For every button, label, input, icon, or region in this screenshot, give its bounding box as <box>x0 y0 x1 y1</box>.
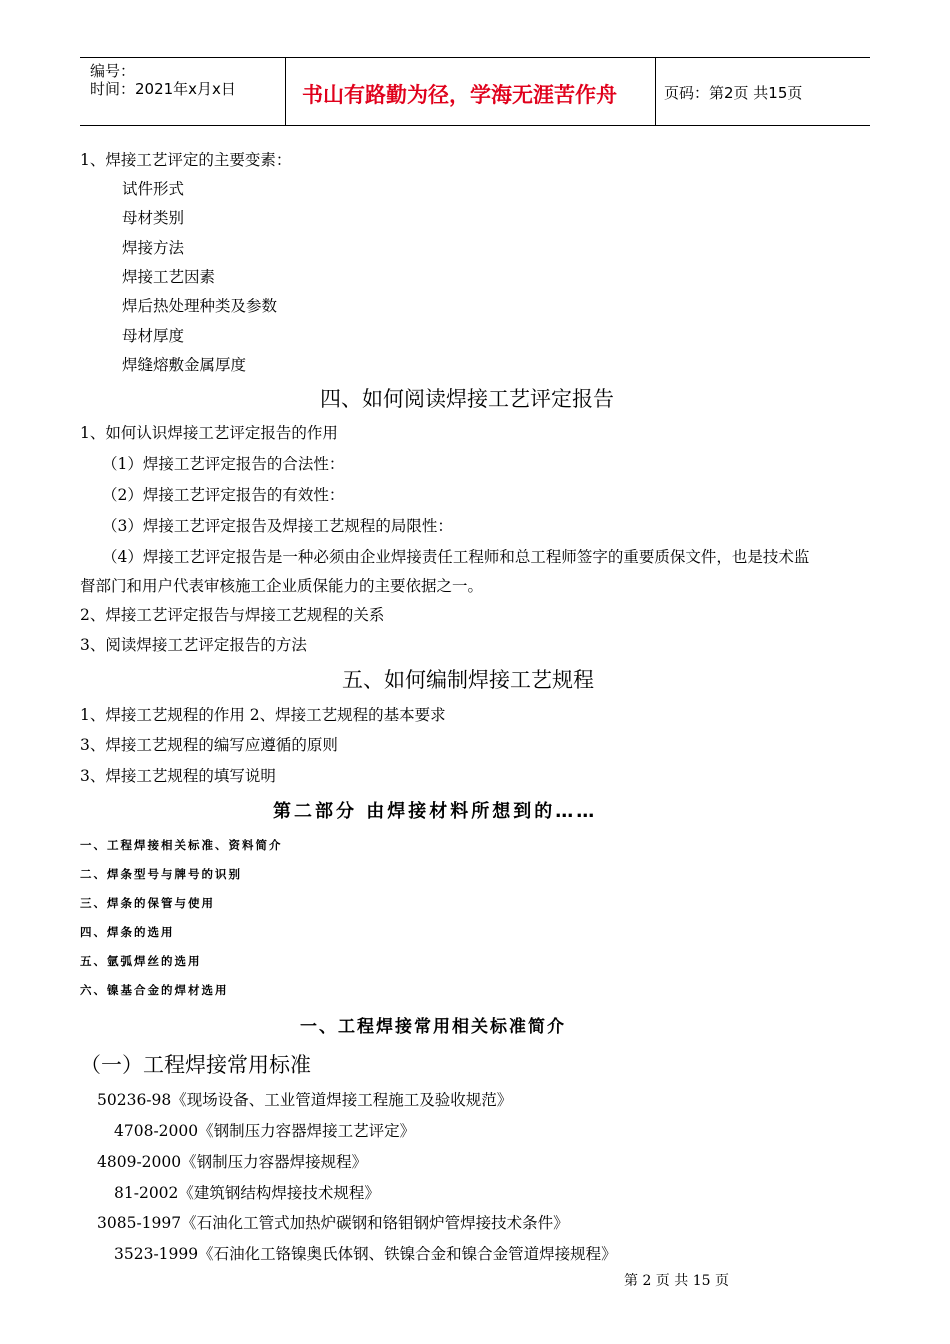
standard-item: 50236-98《现场设备、工业管道焊接工程施工及验收规范》 <box>97 1091 513 1109</box>
toc-item: 五、氩弧焊丝的选用 <box>80 954 202 968</box>
standards-heading: 一、工程焊接常用相关标准简介 <box>300 1017 566 1037</box>
toc-item: 六、镍基合金的焊材选用 <box>80 983 229 997</box>
section4-sub3: （3）焊接工艺评定报告及焊接工艺规程的局限性： <box>102 517 453 535</box>
toc-item: 四、焊条的选用 <box>80 925 175 939</box>
variable-item: 母材厚度 <box>122 327 185 345</box>
section4-item3: 3、阅读焊接工艺评定报告的方法 <box>80 636 307 654</box>
section5-line3: 3、焊接工艺规程的填写说明 <box>80 767 276 785</box>
header-page-info: 页码：第2页 共15页 <box>664 84 803 102</box>
variables-title: 1、焊接工艺评定的主要变素： <box>80 151 292 169</box>
section4-sub4-line2: 督部门和用户代表审核施工企业质保能力的主要依据之一。 <box>80 577 484 595</box>
section4-sub4-line1: （4）焊接工艺评定报告是一种必须由企业焊接责任工程师和总工程师签字的重要质保文件，也是技术监 <box>102 548 810 566</box>
header-number-label: 编号： <box>90 62 136 80</box>
section4-heading: 四、如何阅读焊接工艺评定报告 <box>320 387 614 411</box>
standard-item: 4809-2000《钢制压力容器焊接规程》 <box>97 1153 368 1171</box>
page-footer: 第 2 页 共 15 页 <box>624 1273 729 1289</box>
section4-item2: 2、焊接工艺评定报告与焊接工艺规程的关系 <box>80 606 385 624</box>
section5-line2: 3、焊接工艺规程的编写应遵循的原则 <box>80 736 338 754</box>
variable-item: 焊接方法 <box>122 239 185 257</box>
section5-heading: 五、如何编制焊接工艺规程 <box>342 668 594 692</box>
part2-heading: 第二部分 由焊接材料所想到的…… <box>273 801 598 822</box>
section4-sub1: （1）焊接工艺评定报告的合法性： <box>102 455 345 473</box>
section5-line1: 1、焊接工艺规程的作用 2、焊接工艺规程的基本要求 <box>80 706 446 724</box>
standard-item: 81-2002《建筑钢结构焊接技术规程》 <box>114 1184 380 1202</box>
toc-item: 一、工程焊接相关标准、资料简介 <box>80 838 283 852</box>
toc-item: 三、焊条的保管与使用 <box>80 896 215 910</box>
standard-item: 3085-1997《石油化工管式加热炉碳钢和铬钼钢炉管焊接技术条件》 <box>97 1214 569 1232</box>
variable-item: 试件形式 <box>122 180 185 198</box>
variable-item: 焊接工艺因素 <box>122 268 216 286</box>
header-divider-left <box>285 57 286 125</box>
standards-subheading: （一）工程焊接常用标准 <box>80 1053 311 1077</box>
standard-item: 4708-2000《钢制压力容器焊接工艺评定》 <box>114 1122 416 1140</box>
header-motto: 书山有路勤为径，学海无涯苦作舟 <box>302 83 617 107</box>
toc-item: 二、焊条型号与牌号的识别 <box>80 867 242 881</box>
variable-item: 焊后热处理种类及参数 <box>122 297 278 315</box>
standard-item: 3523-1999《石油化工铬镍奥氏体钢、铁镍合金和镍合金管道焊接规程》 <box>114 1245 617 1263</box>
variable-item: 母材类别 <box>122 209 185 227</box>
variable-item: 焊缝熔敷金属厚度 <box>122 356 247 374</box>
header-time-label: 时间：2021年x月x日 <box>90 80 236 98</box>
section4-sub2: （2）焊接工艺评定报告的有效性： <box>102 486 345 504</box>
section4-item1: 1、如何认识焊接工艺评定报告的作用 <box>80 424 338 442</box>
header-divider-right <box>655 57 656 125</box>
